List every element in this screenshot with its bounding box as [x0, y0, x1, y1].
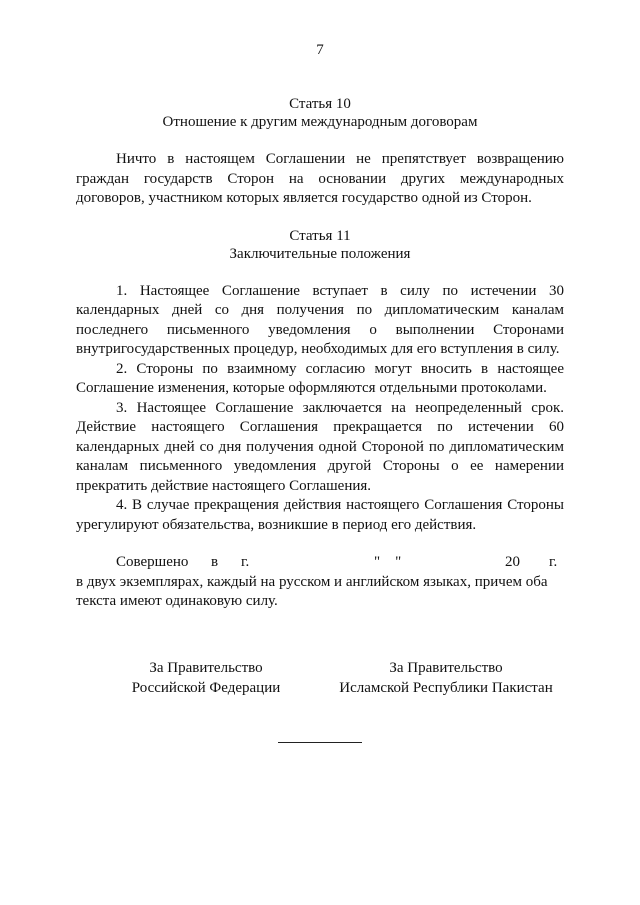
article-10-title: Статья 10: [289, 96, 351, 112]
article-11-paragraph-1: 1. Настоящее Соглашение вступает в силу по истечении 30 календарных дней со дня получения по дипломатическим каналам последнего письменного уведомления о выполнении Сторонами внутригосударственных процедур, необходимых для его вступления в силу.: [76, 282, 564, 357]
article-11: [76, 227, 564, 536]
done-word: Совершено: [116, 554, 189, 570]
article-11-subtitle: Заключительные положения: [229, 245, 411, 262]
done-year-abbr: г.: [549, 554, 558, 570]
signature-pakistan-line1: За Правительство: [389, 660, 503, 676]
signature-pakistan: [328, 659, 564, 698]
signature-pakistan-line2: Исламской Республики Пакистан: [339, 679, 553, 696]
signature-russia: [116, 659, 296, 698]
done-city-abbr: г.: [241, 554, 250, 570]
done-clause: [76, 553, 564, 612]
document-body: [76, 95, 564, 612]
closing-rule: [278, 742, 362, 743]
done-year: 20: [505, 554, 520, 570]
article-11-paragraph-4: 4. В случае прекращения действия настоящего Соглашения Стороны урегулируют обязательства, возникшие в период его действия.: [76, 497, 564, 533]
article-10: [76, 95, 564, 209]
done-in-word: в: [211, 554, 219, 570]
article-11-paragraph-2: 2. Стороны по взаимному согласию могут вносить в настоящее Соглашение изменения, которые оформляются отдельными протоколами.: [76, 360, 564, 396]
article-11-paragraph-3: 3. Настоящее Соглашение заключается на неопределенный срок. Действие настоящего Соглашения прекращается по истечении 60 календарных дней со дня получения одной Стороной по дипломатическим каналам письменного уведомления другой Стороны о ее намерении прекратить действие настоящего Соглашения.: [76, 399, 564, 494]
article-10-subtitle: Отношение к другим международным договорам: [162, 114, 478, 130]
article-11-title: Статья 11: [289, 227, 351, 244]
done-date-quotes: " ": [374, 554, 402, 570]
signature-block: [76, 659, 564, 699]
done-rest: в двух экземплярах, каждый на русском и английском языках, причем оба текста имеют одинаковую силу.: [76, 573, 548, 609]
article-10-paragraph-1: Ничто в настоящем Соглашении не препятствует возвращению граждан государств Сторон на основании других международных договоров, участником которых является государство одной из Сторон.: [76, 151, 564, 206]
done-line: [76, 553, 564, 573]
signature-russia-line2: Российской Федерации: [131, 679, 281, 696]
page-number: 7: [316, 42, 324, 58]
signature-russia-line1: За Правительство: [149, 660, 263, 676]
